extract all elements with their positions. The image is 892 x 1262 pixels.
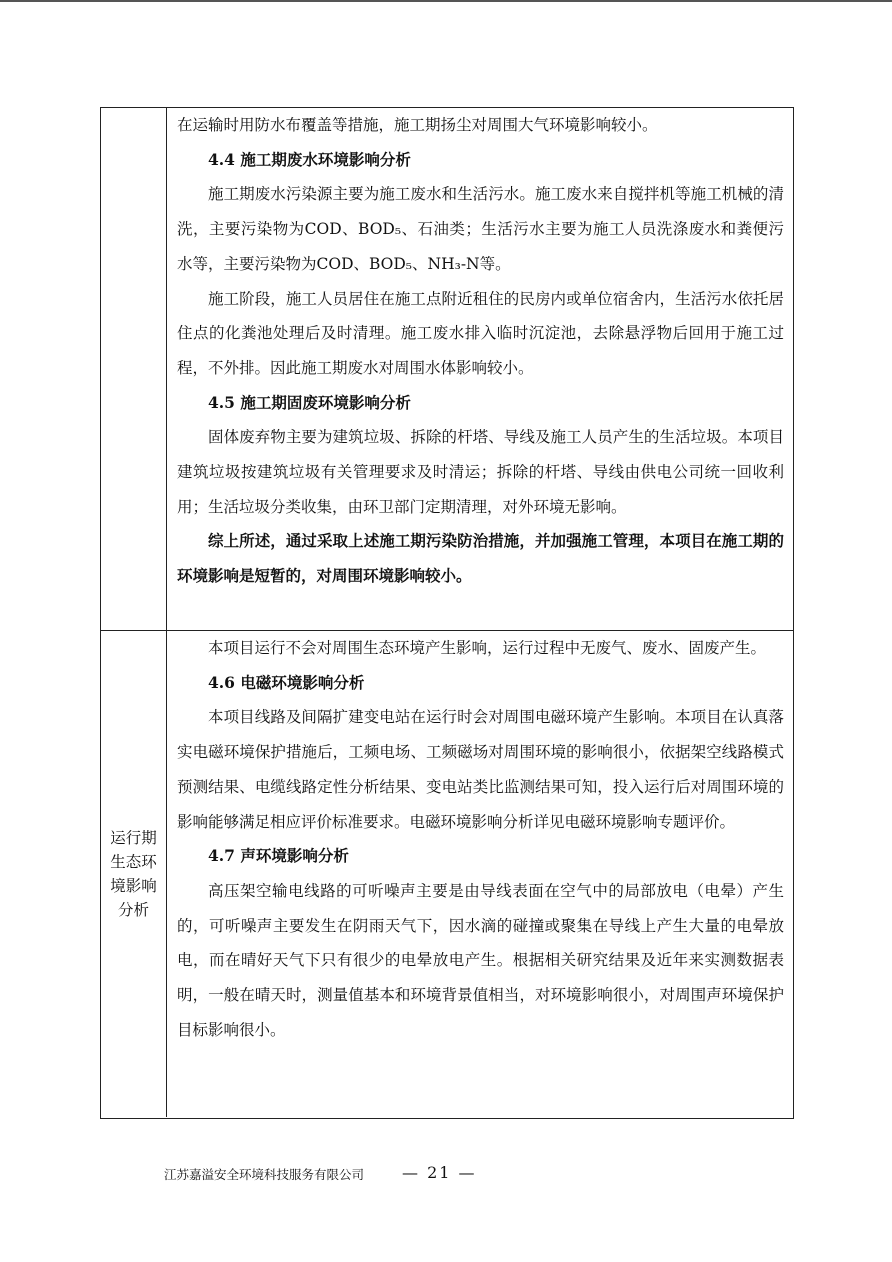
- body-paragraph: 本项目运行不会对周围生态环境产生影响，运行过程中无废气、废水、固废产生。: [208, 639, 767, 657]
- company-name: 江苏嘉溢安全环境科技服务有限公司: [164, 1167, 365, 1182]
- analysis-table: [100, 107, 794, 1119]
- section-heading: 4.6 电磁环境影响分析: [208, 672, 365, 692]
- summary-paragraph: 综上所述，通过采取上述施工期污染防治措施，并加强施工管理，本项目在施工期的环境影响是短暂的，对周围环境影响较小。: [177, 531, 784, 586]
- body-paragraph: 本项目线路及间隔扩建变电站在运行时会对周围电磁环境产生影响。本项目在认真落实电磁环境保护措施后，工频电场、工频磁场对周围环境的影响很小，依据架空线路模式预测结果、电缆线路定性分析结果、变电站类比监测结果可知，投入运行后对周围环境的影响能够满足相应评价标准要求。电磁环境影响分析详见电磁环境影响专题评价。: [177, 708, 784, 831]
- section-heading: 4.7 声环境影响分析: [208, 846, 349, 866]
- operation-label-cell: [101, 631, 166, 1117]
- construction-label-cell: [101, 108, 166, 630]
- section-heading: 4.5 施工期固废环境影响分析: [208, 392, 411, 412]
- body-paragraph: 施工阶段，施工人员居住在施工点附近租住的民房内或单位宿舍内，生活污水依托居住点的化粪池处理后及时清理。施工废水排入临时沉淀池，去除悬浮物后回用于施工过程，不外排。因此施工期废水对周围水体影响较小。: [177, 289, 784, 377]
- continued-paragraph: 在运输时用防水布覆盖等措施，施工期扬尘对周围大气环境影响较小。: [177, 116, 658, 134]
- page-top-rule: [0, 0, 892, 2]
- operation-label: 运行期生态环境影响分析: [110, 829, 157, 919]
- operation-content-cell: [167, 631, 793, 1047]
- page-footer: [0, 1163, 892, 1193]
- body-paragraph: 施工期废水污染源主要为施工废水和生活污水。施工废水来自搅拌机等施工机械的清洗，主要污染物为COD、BOD₅、石油类；生活污水主要为施工人员洗涤废水和粪便污水等，主要污染物为COD、BOD₅、NH₃-N等。: [177, 185, 784, 273]
- operation-period-row: [101, 630, 793, 1117]
- body-paragraph: 固体废弃物主要为建筑垃圾、拆除的杆塔、导线及施工人员产生的生活垃圾。本项目建筑垃圾按建筑垃圾有关管理要求及时清运；拆除的杆塔、导线由供电公司统一回收利用；生活垃圾分类收集，由环卫部门定期清理，对外环境无影响。: [177, 428, 784, 516]
- construction-content-cell: [167, 108, 793, 594]
- body-paragraph: 高压架空输电线路的可听噪声主要是由导线表面在空气中的局部放电（电晕）产生的，可听噪声主要发生在阴雨天气下，因水滴的碰撞或聚集在导线上产生大量的电晕放电，而在晴好天气下只有很少的电晕放电产生。根据相关研究结果及近年来实测数据表明，一般在晴天时，测量值基本和环境背景值相当，对环境影响很小，对周围声环境保护目标影响很小。: [177, 881, 784, 1039]
- section-heading: 4.4 施工期废水环境影响分析: [208, 149, 411, 169]
- construction-period-row: [101, 108, 793, 630]
- page-number: — 21 —: [402, 1163, 477, 1182]
